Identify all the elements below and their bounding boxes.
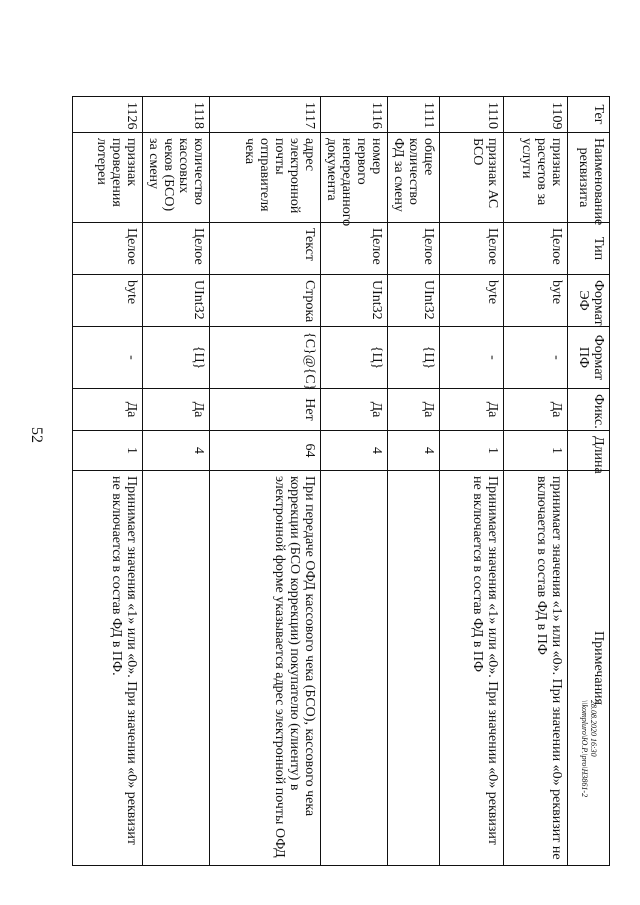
- cell-type: Целое: [388, 223, 440, 275]
- cell-tag: 1118: [143, 97, 210, 133]
- table-row: [504, 97, 568, 866]
- cell-length: 1: [73, 431, 143, 471]
- table-row: [73, 97, 143, 866]
- cell-format-ef: UInt32: [321, 275, 388, 327]
- cell-name: номер первого непереданного документа: [321, 133, 388, 223]
- table-row: [440, 97, 504, 866]
- cell-format-pf: -: [440, 327, 504, 389]
- cell-format-pf: {C}@{C}: [210, 327, 321, 389]
- cell-name: признак проведения лотереи: [73, 133, 143, 223]
- cell-fixed: Да: [321, 389, 388, 431]
- header-format-ef: Формат ЭФ: [568, 275, 610, 327]
- cell-fixed: Да: [388, 389, 440, 431]
- cell-type: Целое: [73, 223, 143, 275]
- cell-notes: Принимает значения «1» или «0». При значении «0» реквизит не включается в состав ФД в ПФ: [440, 471, 504, 866]
- header-type: Тип: [568, 223, 610, 275]
- cell-fixed: Нет: [210, 389, 321, 431]
- table-row: [321, 97, 388, 866]
- header-length: Длина: [568, 431, 610, 471]
- cell-type: Целое: [440, 223, 504, 275]
- cell-length: 4: [143, 431, 210, 471]
- cell-format-pf: {Ц}: [388, 327, 440, 389]
- print-footer: [580, 700, 598, 798]
- requisites-table-container: [94, 96, 610, 866]
- cell-length: 64: [210, 431, 321, 471]
- cell-tag: 1111: [388, 97, 440, 133]
- cell-type: Текст: [210, 223, 321, 275]
- cell-fixed: Да: [143, 389, 210, 431]
- cell-name: общее количество ФД за смену: [388, 133, 440, 223]
- header-notes: Примечания: [568, 471, 610, 866]
- cell-notes: [321, 471, 388, 866]
- cell-length: 1: [504, 431, 568, 471]
- cell-tag: 1117: [210, 97, 321, 133]
- cell-type: Целое: [504, 223, 568, 275]
- cell-length: 1: [440, 431, 504, 471]
- cell-tag: 1109: [504, 97, 568, 133]
- cell-format-ef: byte: [73, 275, 143, 327]
- cell-length: 4: [321, 431, 388, 471]
- footer-file-path: \\kompluro\Ю.Р.\pro\Н3861-2: [580, 700, 589, 798]
- cell-tag: 1110: [440, 97, 504, 133]
- header-fixed: Фикс.: [568, 389, 610, 431]
- cell-format-ef: byte: [504, 275, 568, 327]
- requisites-table: [72, 96, 610, 866]
- cell-format-ef: byte: [440, 275, 504, 327]
- cell-format-ef: UInt32: [388, 275, 440, 327]
- header-tag: Тег: [568, 97, 610, 133]
- cell-name: признак расчетов за услуги: [504, 133, 568, 223]
- cell-length: 4: [388, 431, 440, 471]
- cell-name: количество кассовых чеков (БСО) за смену: [143, 133, 210, 223]
- cell-name: адрес электронной почты отправителя чека: [210, 133, 321, 223]
- table-row: [388, 97, 440, 866]
- cell-name: признак АС БСО: [440, 133, 504, 223]
- footer-timestamp: 28.08.2020 16:30: [589, 700, 598, 757]
- cell-format-pf: -: [73, 327, 143, 389]
- cell-format-pf: -: [504, 327, 568, 389]
- cell-fixed: Да: [504, 389, 568, 431]
- cell-type: Целое: [143, 223, 210, 275]
- cell-fixed: Да: [440, 389, 504, 431]
- table-row: [143, 97, 210, 866]
- cell-tag: 1126: [73, 97, 143, 133]
- cell-notes: принимает значения «1» или «0». При значении «0» реквизит не включается в состав ФД в ПФ: [504, 471, 568, 866]
- cell-notes: Принимает значения «1» или «0». При значении «0» реквизит не включается в состав ФД в ПФ.: [73, 471, 143, 866]
- cell-format-pf: {Ц}: [321, 327, 388, 389]
- cell-notes: [388, 471, 440, 866]
- header-format-pf: Формат ПФ: [568, 327, 610, 389]
- table-row: [210, 97, 321, 866]
- cell-notes: При передаче ОФД кассового чека (БСО), кассового чека коррекции (БСО коррекции) покупателю (клиенту) в электронной форме указывается адрес электронной почты ОФД: [210, 471, 321, 866]
- cell-fixed: Да: [73, 389, 143, 431]
- cell-notes: [143, 471, 210, 866]
- cell-format-pf: {Ц}: [143, 327, 210, 389]
- cell-type: Целое: [321, 223, 388, 275]
- cell-format-ef: Строка: [210, 275, 321, 327]
- cell-format-ef: UInt32: [143, 275, 210, 327]
- header-name: Наименование реквизита: [568, 133, 610, 223]
- cell-tag: 1116: [321, 97, 388, 133]
- page-number: 52: [28, 427, 45, 443]
